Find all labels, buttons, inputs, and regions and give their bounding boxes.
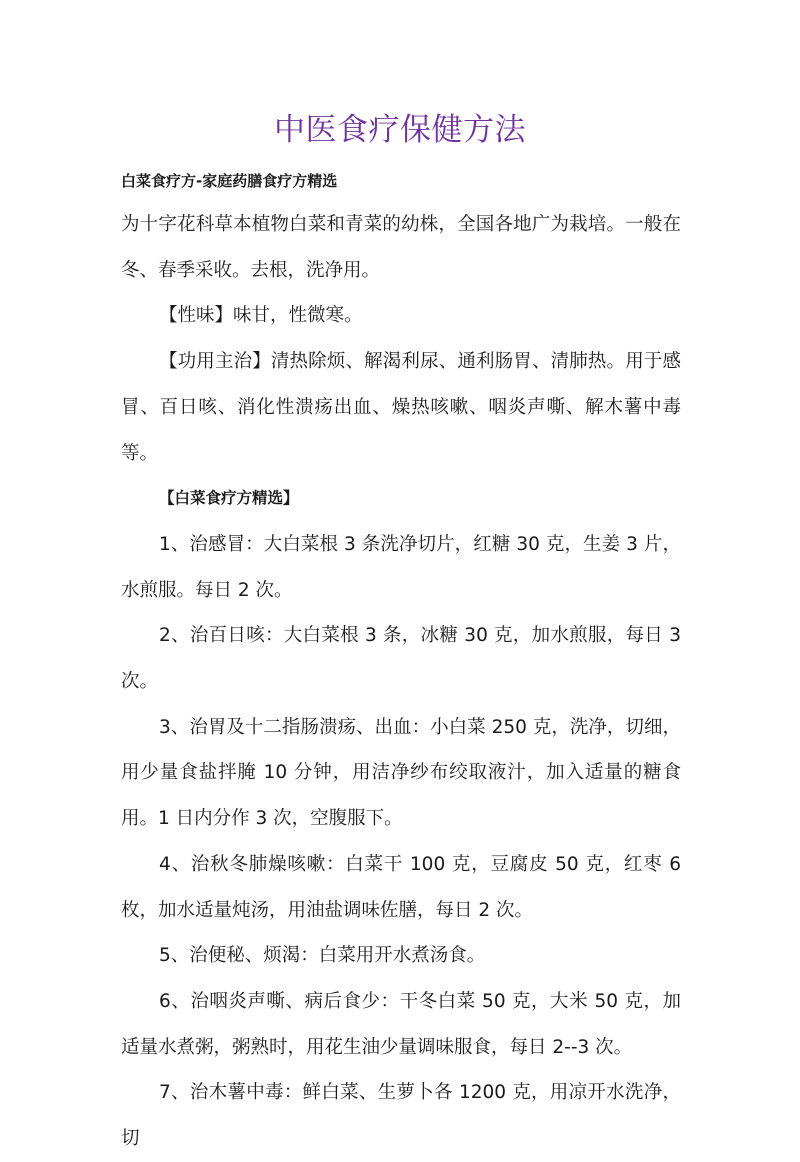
- nature-paragraph: 【性味】味甘，性微寒。: [159, 305, 363, 327]
- recipe-item: 3、治胃及十二指肠溃疡、出血：小白菜 250 克，洗净，切细，用少量食盐拌腌 10 分钟，用洁净纱布绞取液汁，加入适量的糖食用。1 日内分作 3 次，空腹服下。: [121, 716, 681, 830]
- page-title: 中医食疗保健方法: [274, 112, 526, 148]
- recipe-item: 4、治秋冬肺燥咳嗽：白菜干 100 克，豆腐皮 50 克，红枣 6 枚，加水适量炖汤，用油盐调味佐膳，每日 2 次。: [121, 853, 681, 921]
- document-body: [121, 202, 681, 1162]
- document-subtitle: 白菜食疗方-家庭药膳食疗方精选: [121, 172, 338, 190]
- recipe-item: 7、治木薯中毒：鲜白菜、生萝卜各 1200 克，用凉开水洗净，切: [121, 1082, 681, 1150]
- recipe-item: 1、治感冒：大白菜根 3 条洗净切片，红糖 30 克，生姜 3 片，水煎服。每日 2 次。: [121, 533, 681, 601]
- recipe-item: 2、治百日咳：大白菜根 3 条，冰糖 30 克，加水煎服，每日 3 次。: [121, 625, 681, 693]
- section-heading: 【白菜食疗方精选】: [159, 489, 299, 508]
- recipe-item: 6、治咽炎声嘶、病后食少：干冬白菜 50 克，大米 50 克，加适量水煮粥，粥熟时，用花生油少量调味服食，每日 2--3 次。: [121, 990, 681, 1058]
- recipe-item: 5、治便秘、烦渴：白菜用开水煮汤食。: [159, 945, 486, 967]
- intro-paragraph: 为十字花科草本植物白菜和青菜的幼株，全国各地广为栽培。一般在冬、春季采收。去根，洗净用。: [121, 214, 681, 281]
- function-paragraph: 【功用主治】清热除烦、解渴利尿、通利肠胃、清肺热。用于感冒、百日咳、消化性溃疡出血、燥热咳嗽、咽炎声嘶、解木薯中毒等。: [121, 351, 681, 464]
